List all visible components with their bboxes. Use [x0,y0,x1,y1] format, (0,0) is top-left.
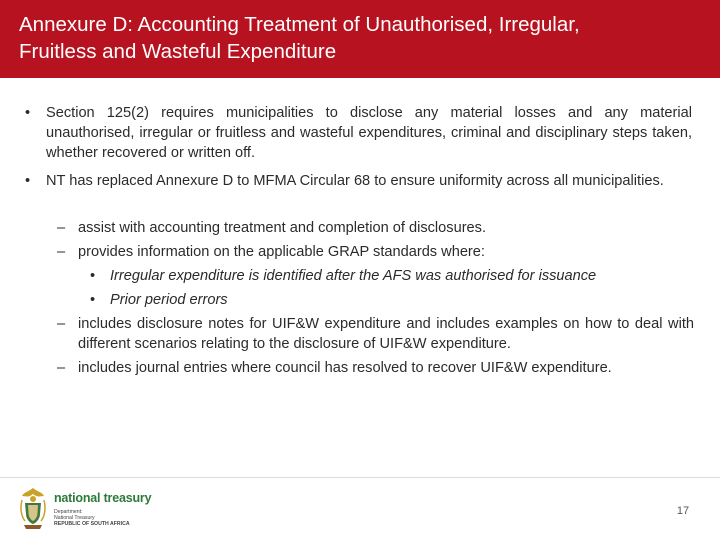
logo-subtitle-2: National Treasury [54,515,95,521]
footer-divider [0,477,720,478]
logo-title: national treasury [54,491,152,505]
sub-item-text: includes disclosure notes for UIF&W expenditure and includes examples on how to deal with different scenarios relating to the disclosure of UIF&W expenditure. [78,316,694,352]
bullet-symbol: • [90,292,96,308]
title-bar [0,0,720,78]
coat-of-arms-icon [18,486,48,530]
bullet-text: Section 125(2) requires municipalities to disclose any material losses and any material unauthorised, irregular or fruitless and wasteful expenditures, criminal and disciplinary steps taken, whether recovered or written off. [46,105,692,161]
page-number: 17 [676,505,690,517]
logo-subtitle-1: Department: [54,509,83,515]
dash-symbol: – [57,220,66,236]
sub-sub-item-text: Prior period errors [110,292,228,308]
dash-symbol: – [57,244,66,260]
bullet-symbol: • [90,268,96,284]
slide-title-line-2: Fruitless and Wasteful Expenditure [19,40,337,63]
sub-item-text: includes journal entries where council has resolved to recover UIF&W expenditure. [78,360,612,376]
dash-symbol: – [57,360,66,376]
bullet-symbol: • [25,173,31,189]
sub-item-text: assist with accounting treatment and completion of disclosures. [78,220,487,236]
dash-symbol: – [57,316,66,332]
sub-item-text: provides information on the applicable GRAP standards where: [78,244,485,260]
slide-title [19,11,709,65]
bullet-symbol: • [25,105,31,121]
sub-sub-item-text: Irregular expenditure is identified after the AFS was authorised for issuance [110,268,597,284]
slide-title-line-1: Annexure D: Accounting Treatment of Unauthorised, Irregular, [19,13,580,36]
national-treasury-logo [18,486,158,532]
logo-subtitle-3: REPUBLIC OF SOUTH AFRICA [54,521,130,527]
bullet-text: NT has replaced Annexure D to MFMA Circular 68 to ensure uniformity across all municipalities. [46,173,664,189]
